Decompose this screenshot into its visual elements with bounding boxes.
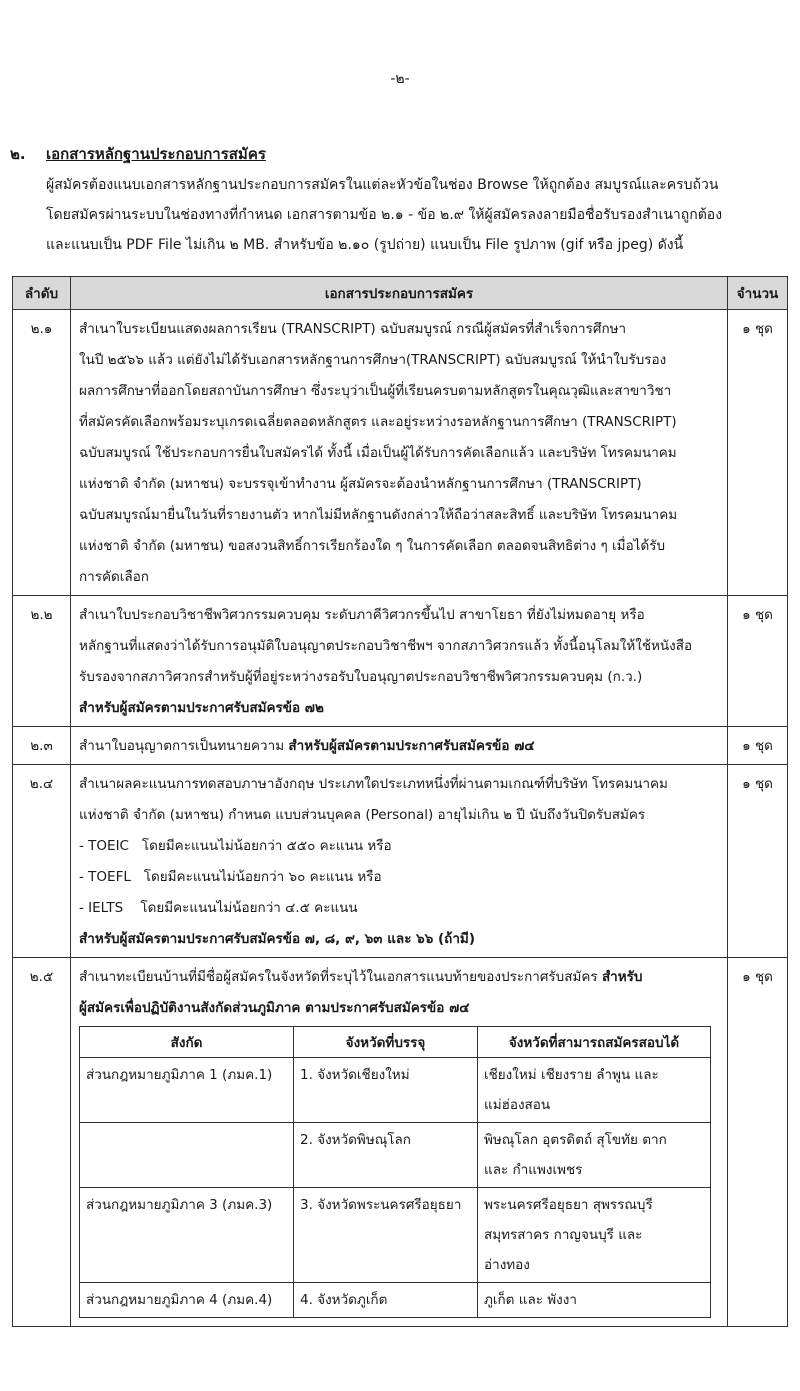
unit-text: ส่วนกฎหมายภูมิภาค 1 (ภมค.1) xyxy=(86,1067,273,1083)
unit-text: ส่วนกฎหมายภูมิภาค 3 (ภมค.3) xyxy=(86,1197,273,1213)
province-row xyxy=(80,1123,711,1188)
row-text: สำเนาทะเบียนบ้านที่มีชื่อผู้สมัครในจังหวัดที่ระบุไว้ในเอกสารแนบท้ายของประกาศรับสมัคร xyxy=(79,969,602,985)
row-quantity-text: ๑ ชุด xyxy=(742,607,773,623)
unit-text xyxy=(86,1125,287,1155)
eligible-cell xyxy=(478,1058,711,1123)
row-number xyxy=(13,765,71,958)
province-row xyxy=(80,1283,711,1318)
eligible-cell xyxy=(478,1283,711,1318)
province-text: 4. จังหวัดภูเก็ต xyxy=(300,1292,388,1308)
row-line: ที่สมัครคัดเลือกพร้อมระบุเกรดเฉลี่ยตลอดหลักสูตร และอยู่ระหว่างรอหลักฐานการศึกษา (TRANSCRIPT) xyxy=(79,414,677,430)
row-line xyxy=(79,731,719,762)
province-cell xyxy=(294,1283,478,1318)
row-quantity-text: ๑ ชุด xyxy=(742,738,773,754)
province-cell xyxy=(294,1058,478,1123)
row-content xyxy=(71,958,728,1327)
unit-cell xyxy=(80,1188,294,1283)
test-toefl: - TOEFL โดยมีคะแนนไม่น้อยกว่า ๖๐ คะแนน หรือ xyxy=(79,869,382,885)
section-intro xyxy=(46,170,766,260)
header-province: จังหวัดที่บรรจุ xyxy=(294,1027,478,1058)
eligible-line: เชียงใหม่ เชียงราย ลำพูน และ xyxy=(484,1067,659,1083)
unit-cell xyxy=(80,1058,294,1123)
eligible-line: และ กำแพงเพชร xyxy=(484,1162,583,1178)
header-document: เอกสารประกอบการสมัคร xyxy=(71,277,728,310)
row-line: แห่งชาติ จำกัด (มหาชน) กำหนด แบบส่วนบุคคล (Personal) อายุไม่เกิน ๒ ปี นับถึงวันปิดรับสมัคร xyxy=(79,807,646,823)
page-number: -๒- xyxy=(390,71,410,87)
province-cell xyxy=(294,1188,478,1283)
province-text: 2. จังหวัดพิษณุโลก xyxy=(300,1132,411,1148)
province-row xyxy=(80,1058,711,1123)
row-line: หลักฐานที่แสดงว่าได้รับการอนุมัติใบอนุญาตประกอบวิชาชีพฯ จากสภาวิศวกรแล้ว ทั้งนี้อนุโลมให้ใช้หนังสือ xyxy=(79,638,693,654)
header-eligible: จังหวัดที่สามารถสมัครสอบได้ xyxy=(478,1027,711,1058)
row-number-text: ๒.๓ xyxy=(30,738,53,754)
row-content xyxy=(71,765,728,958)
province-header-row xyxy=(80,1027,711,1058)
intro-line: ผู้สมัครต้องแนบเอกสารหลักฐานประกอบการสมัครในแต่ละหัวข้อในช่อง Browse ให้ถูกต้อง สมบูรณ์และครบถ้วน xyxy=(46,177,719,193)
row-line: ผลการศึกษาที่ออกโดยสถาบันการศึกษา ซึ่งระบุว่าเป็นผู้ที่เรียนครบตามหลักสูตรในคุณวุฒิและสาขาวิชา xyxy=(79,383,672,399)
row-line xyxy=(79,962,719,993)
province-cell xyxy=(294,1123,478,1188)
row-applicability: สำหรับ xyxy=(601,969,643,985)
row-number xyxy=(13,310,71,596)
row-quantity-text: ๑ ชุด xyxy=(742,776,773,792)
row-applicability: สำหรับผู้สมัครตามประกาศรับสมัครข้อ ๗, ๘, ๙, ๖๓ และ ๖๖ (ถ้ามี) xyxy=(79,931,475,947)
row-quantity xyxy=(728,958,788,1327)
row-line: สำเนาใบระเบียนแสดงผลการเรียน (TRANSCRIPT) ฉบับสมบูรณ์ กรณีผู้สมัครที่สำเร็จการศึกษา xyxy=(79,321,627,337)
row-line: ฉบับสมบูรณ์ ใช้ประกอบการยื่นใบสมัครได้ ทั้งนี้ เมื่อเป็นผู้ได้รับการคัดเลือกแล้ว และบริษัท โทรคมนาคม xyxy=(79,445,677,461)
row-quantity-text: ๑ ชุด xyxy=(742,969,773,985)
eligible-line: สมุทรสาคร กาญจนบุรี และ xyxy=(484,1227,643,1243)
intro-line: และแนบเป็น PDF File ไม่เกิน ๒ MB. สำหรับข้อ ๒.๑๐ (รูปถ่าย) แนบเป็น File รูปภาพ (gif หรือ jpeg) ดังนี้ xyxy=(46,237,684,253)
row-applicability: สำหรับผู้สมัครตามประกาศรับสมัครข้อ ๗๔ xyxy=(288,738,535,754)
header-no: ลำดับ xyxy=(13,277,71,310)
table-row xyxy=(13,727,788,765)
eligible-line: พิษณุโลก อุตรดิตถ์ สุโขทัย ตาก xyxy=(484,1132,667,1148)
documents-table xyxy=(12,276,788,1327)
unit-cell xyxy=(80,1283,294,1318)
row-content xyxy=(71,596,728,727)
row-number-text: ๒.๑ xyxy=(30,321,53,337)
row-number xyxy=(13,727,71,765)
row-applicability: สำหรับผู้สมัครตามประกาศรับสมัครข้อ ๗๒ xyxy=(79,700,324,716)
row-line: แห่งชาติ จำกัด (มหาชน) ขอสงวนสิทธิ์การเรียกร้องใด ๆ ในการคัดเลือก ตลอดจนสิทธิต่าง ๆ เมื่อได้รับ xyxy=(79,538,666,554)
province-text: 3. จังหวัดพระนครศรีอยุธยา xyxy=(300,1197,462,1213)
test-toeic: - TOEIC โดยมีคะแนนไม่น้อยกว่า ๕๕๐ คะแนน หรือ xyxy=(79,838,392,854)
row-content xyxy=(71,310,728,596)
table-row xyxy=(13,958,788,1327)
section-number: ๒. xyxy=(10,145,26,163)
eligible-cell xyxy=(478,1123,711,1188)
row-line: ในปี ๒๕๖๖ แล้ว แต่ยังไม่ได้รับเอกสารหลักฐานการศึกษา(TRANSCRIPT) ฉบับสมบูรณ์ ให้นำใบรับรอง xyxy=(79,352,667,368)
unit-cell xyxy=(80,1123,294,1188)
eligible-line: ภูเก็ต และ พังงา xyxy=(484,1292,577,1308)
row-number-text: ๒.๕ xyxy=(29,969,54,985)
row-line: รับรองจากสภาวิศวกรสำหรับผู้ที่อยู่ระหว่างรอรับใบอนุญาตประกอบวิชาชีพวิศวกรรมควบคุม (ก.ว.) xyxy=(79,669,643,685)
row-line: การคัดเลือก xyxy=(79,569,149,585)
eligible-cell xyxy=(478,1188,711,1283)
row-text: สำนาใบอนุญาตการเป็นทนายความ xyxy=(79,738,289,754)
table-row xyxy=(13,765,788,958)
row-content xyxy=(71,727,728,765)
unit-text: ส่วนกฎหมายภูมิภาค 4 (ภมค.4) xyxy=(86,1292,273,1308)
row-line: สำเนาใบประกอบวิชาชีพวิศวกรรมควบคุม ระดับภาคีวิศวกรขึ้นไป สาขาโยธา ที่ยังไม่หมดอายุ หรือ xyxy=(79,607,645,623)
intro-line: โดยสมัครผ่านระบบในช่องทางที่กำหนด เอกสารตามข้อ ๒.๑ - ข้อ ๒.๙ ให้ผู้สมัครลงลายมือชื่อรับรองสำเนาถูกต้อง xyxy=(46,207,723,223)
eligible-line: พระนครศรีอยุธยา สุพรรณบุรี xyxy=(484,1197,653,1213)
eligible-line: แม่ฮ่องสอน xyxy=(484,1097,551,1113)
table-row xyxy=(13,310,788,596)
test-ielts: - IELTS โดยมีคะแนนไม่น้อยกว่า ๔.๕ คะแนน xyxy=(79,900,358,916)
row-quantity xyxy=(728,310,788,596)
row-quantity xyxy=(728,596,788,727)
row-quantity-text: ๑ ชุด xyxy=(742,321,773,337)
table-header-row xyxy=(13,277,788,310)
section-title: เอกสารหลักฐานประกอบการสมัคร xyxy=(46,145,266,163)
province-text: 1. จังหวัดเชียงใหม่ xyxy=(300,1067,410,1083)
row-quantity xyxy=(728,727,788,765)
row-line: แห่งชาติ จำกัด (มหาชน) จะบรรจุเข้าทำงาน ผู้สมัครจะต้องนำหลักฐานการศึกษา (TRANSCRIPT) xyxy=(79,476,642,492)
row-number-text: ๒.๒ xyxy=(30,607,53,623)
row-line: ฉบับสมบูรณ์มายื่นในวันที่รายงานตัว หากไม่มีหลักฐานดังกล่าวให้ถือว่าสละสิทธิ์ และบริษัท โทรคมนาคม xyxy=(79,507,678,523)
row-applicability: ผู้สมัครเพื่อปฏิบัติงานสังกัดส่วนภูมิภาค ตามประกาศรับสมัครข้อ ๗๔ xyxy=(79,1000,470,1016)
row-number-text: ๒.๔ xyxy=(29,776,54,792)
table-row xyxy=(13,596,788,727)
eligible-line: อ่างทอง xyxy=(484,1257,530,1273)
province-table xyxy=(79,1026,711,1318)
province-row xyxy=(80,1188,711,1283)
row-number xyxy=(13,958,71,1327)
row-quantity xyxy=(728,765,788,958)
header-unit: สังกัด xyxy=(80,1027,294,1058)
row-number xyxy=(13,596,71,727)
row-line: สำเนาผลคะแนนการทดสอบภาษาอังกฤษ ประเภทใดประเภทหนึ่งที่ผ่านตามเกณฑ์ที่บริษัท โทรคมนาคม xyxy=(79,776,668,792)
header-quantity: จำนวน xyxy=(728,277,788,310)
